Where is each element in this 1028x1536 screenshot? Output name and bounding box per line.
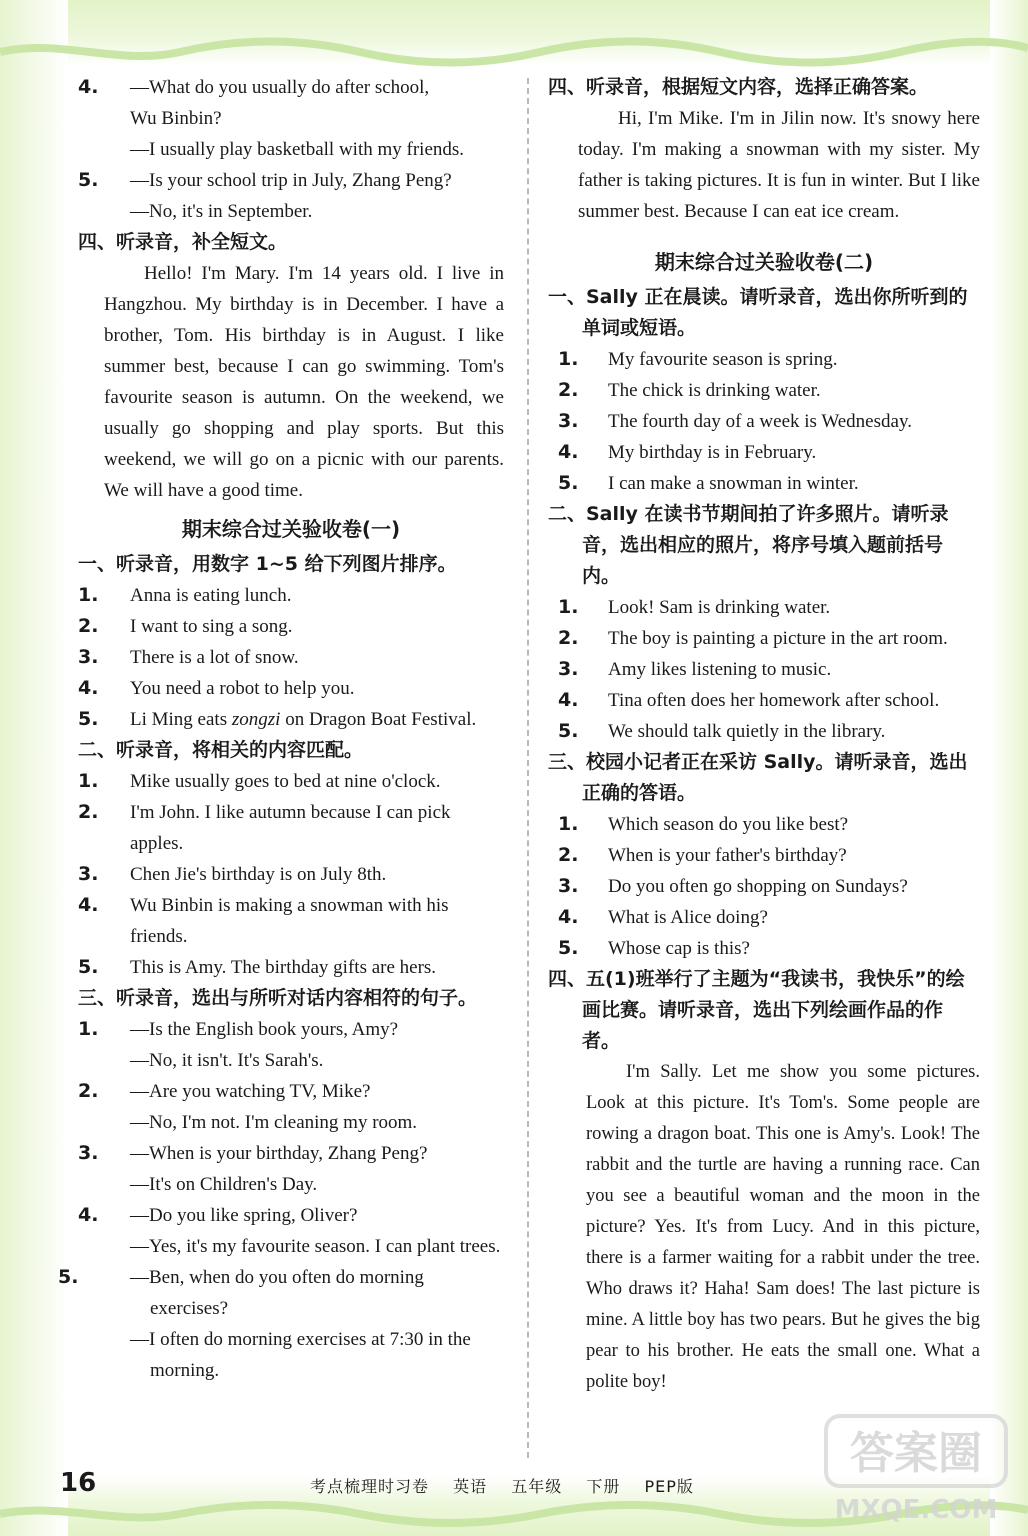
left-border: [0, 0, 68, 1536]
list-item: 3. Amy likes listening to music.: [558, 658, 832, 680]
footer-subject: 英语: [453, 1477, 488, 1496]
passage: I'm Sally. Let me show you some pictures. Look at this picture. It's Tom's. Some people are rowing a dragon boat. This one is Amy's. Look! The rabbit and the turtle are having a running race. Can you see a beautiful woman and the moon in the picture? Yes. It's from Lucy. And in this picture, there is a farmer waiting for a rabbit under the tree. Who draws it? Haha! Sam does! The last picture is mine. A little boy has two pears. But he gives the big pear to his brother. He eats the small one. What a polite boy!: [586, 1062, 980, 1392]
list-item: 4. What is Alice doing?: [558, 906, 768, 928]
list-item: 1. Look! Sam is drinking water.: [558, 596, 831, 618]
section-heading: 四、听录音，补全短文。: [78, 231, 288, 253]
left-column: [58, 72, 504, 1386]
list-item: 2. I want to sing a song.: [78, 615, 293, 637]
list-item: 1. Mike usually goes to bed at nine o'clock.: [78, 770, 441, 792]
list-item-line: —No, it's in September.: [130, 201, 313, 222]
dialogue-answer: —No, I'm not. I'm cleaning my room.: [130, 1112, 418, 1133]
list-item: 1. My favourite season is spring.: [558, 348, 838, 370]
right-column: [548, 72, 980, 1398]
list-item: 5. Whose cap is this?: [558, 937, 750, 959]
exam-title: 期末综合过关验收卷(二): [654, 250, 874, 274]
section-heading: 三、校园小记者正在采访 Sally。请听录音，选出正确的答语。: [548, 751, 968, 804]
list-item: 5. We should talk quietly in the library.: [558, 720, 886, 742]
dialogue-answer: —Yes, it's my favourite season. I can plant trees.: [130, 1236, 501, 1257]
dialogue-answer: —No, it isn't. It's Sarah's.: [130, 1050, 324, 1071]
list-item: 3. The fourth day of a week is Wednesday.: [558, 410, 912, 432]
dialogue-question: 5. —Ben, when do you often do morning exercises?: [58, 1266, 424, 1319]
footer-grade: 五年级: [511, 1477, 563, 1496]
dialogue-question: 1. —Is the English book yours, Amy?: [78, 1018, 399, 1040]
footer-edition: PEP版: [644, 1477, 694, 1496]
list-item: 4. You need a robot to help you.: [78, 677, 355, 699]
exam-title: 期末综合过关验收卷(一): [181, 517, 401, 541]
list-item: 5. This is Amy. The birthday gifts are hers.: [78, 956, 437, 978]
list-item: 4. —What do you usually do after school,: [78, 76, 430, 98]
list-item: 1. Anna is eating lunch.: [78, 584, 292, 606]
list-item: 4. My birthday is in February.: [558, 441, 817, 463]
list-item: 5. Li Ming eats zongzi on Dragon Boat Festival.: [78, 708, 477, 730]
section-heading: 一、听录音，用数字 1~5 给下列图片排序。: [78, 553, 457, 575]
section-heading: 四、听录音，根据短文内容，选择正确答案。: [548, 76, 929, 98]
svg-text:答案圈: 答案圈: [850, 1428, 982, 1479]
right-border: [990, 0, 1028, 1536]
section-heading: 二、听录音，将相关的内容匹配。: [78, 739, 364, 761]
passage: Hi, I'm Mike. I'm in Jilin now. It's snowy here today. I'm making a snowman with my sister. My father is taking pictures. It is fun in winter. But I like summer best. Because I can eat ice cream.: [578, 108, 980, 222]
list-item: 2. The chick is drinking water.: [558, 379, 821, 401]
dialogue-question: 3. —When is your birthday, Zhang Peng?: [78, 1142, 428, 1164]
list-item-line: —I usually play basketball with my friends.: [130, 139, 465, 160]
footer-term: 下册: [586, 1477, 621, 1496]
passage: Hello! I'm Mary. I'm 14 years old. I live in Hangzhou. My birthday is in December. I have a brother, Tom. His birthday is in August. I like summer best, because I can go swimming. Tom's favourite season is autumn. On the weekend, we usually go shopping and play sports. But this weekend, we will go on a picnic with our parents. We will have a good time.: [104, 263, 504, 501]
watermark-logo: [822, 1410, 1010, 1528]
list-item: 5. —Is your school trip in July, Zhang Peng?: [78, 169, 452, 191]
list-item: 2. The boy is painting a picture in the art room.: [558, 627, 948, 649]
list-item: 4. Wu Binbin is making a snowman with his friends.: [78, 894, 449, 947]
svg-text:MXQE.COM: MXQE.COM: [834, 1495, 998, 1525]
list-item: 2. When is your father's birthday?: [558, 844, 847, 866]
list-item: 3. Do you often go shopping on Sundays?: [558, 875, 908, 897]
list-item: 3. There is a lot of snow.: [78, 646, 299, 668]
list-item: 5. I can make a snowman in winter.: [558, 472, 859, 494]
list-item: 1. Which season do you like best?: [558, 813, 849, 835]
top-wave-decoration: [0, 30, 1028, 70]
list-item: 2. I'm John. I like autumn because I can pick apples.: [78, 801, 451, 854]
footer-book-info: [310, 1474, 712, 1497]
section-heading: 三、听录音，选出与所听对话内容相符的句子。: [78, 987, 478, 1009]
section-heading: 四、五(1)班举行了主题为“我读书，我快乐”的绘画比赛。请听录音，选出下列绘画作品的作者。: [548, 968, 965, 1052]
column-divider: [527, 78, 529, 1458]
footer-book-title: 考点梳理时习卷: [310, 1477, 430, 1496]
page-number: 16: [60, 1468, 97, 1498]
list-item: 3. Chen Jie's birthday is on July 8th.: [78, 863, 387, 885]
dialogue-answer: —I often do morning exercises at 7:30 in the morning.: [130, 1329, 471, 1381]
list-item: 4. Tina often does her homework after school.: [558, 689, 940, 711]
dialogue-question: 2. —Are you watching TV, Mike?: [78, 1080, 371, 1102]
section-heading: 二、Sally 在读书节期间拍了许多照片。请听录音，选出相应的照片，将序号填入题前括号内。: [548, 503, 949, 587]
dialogue-answer: —It's on Children's Day.: [130, 1174, 318, 1195]
list-item-line: Wu Binbin?: [130, 108, 222, 129]
dialogue-question: 4. —Do you like spring, Oliver?: [78, 1204, 358, 1226]
section-heading: 一、Sally 正在晨读。请听录音，选出你所听到的单词或短语。: [548, 286, 968, 339]
